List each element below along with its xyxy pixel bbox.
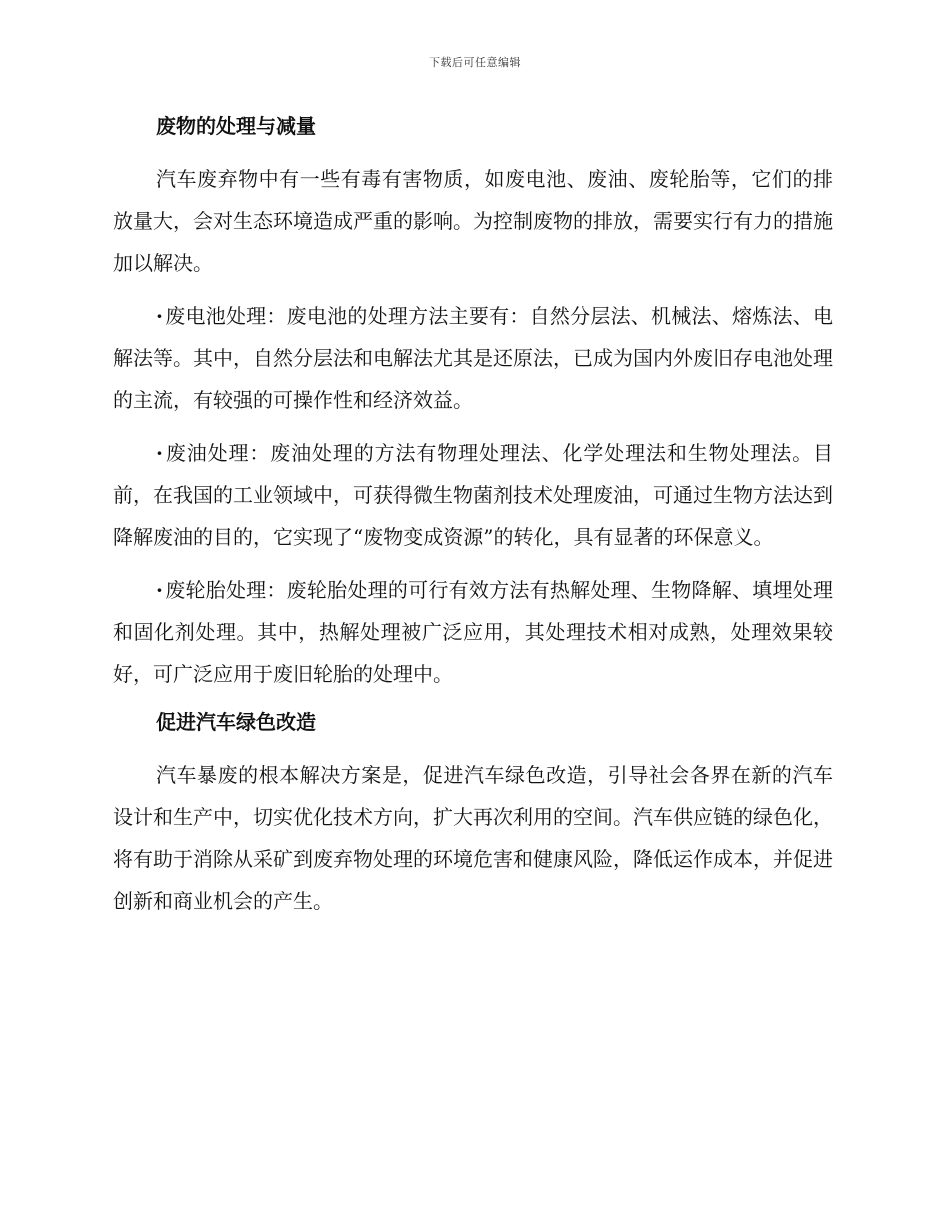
bullet-text-oil: 废油处理：废油处理的方法有物理处理法、化学处理法和生物处理法。目前，在我国的工业领域中，可获得微生物菌剂技术处理废油，可通过生物方法达到降解废油的目的，它实现了“废物变成资源”的转化，具有显著的环保意义。 xyxy=(113,441,833,549)
section-heading-waste-treatment: 废物的处理与减量 xyxy=(156,114,316,138)
paragraph-green-transformation: 汽车暴废的根本解决方案是，促进汽车绿色改造，引导社会各界在新的汽车设计和生产中，切实优化技术方向，扩大再次利用的空间。汽车供应链的绿色化，将有助于消除从采矿到废弃物处理的环境危害和健康风险，降低运作成本，并促进创新和商业机会的产生。 xyxy=(113,763,833,913)
page-header-note: 下载后可任意编辑 xyxy=(429,56,521,69)
bullet-item-tire xyxy=(113,569,833,695)
bullet-item-battery xyxy=(113,295,833,421)
bullet-text-tire: 废轮胎处理：废轮胎处理的可行有效方法有热解处理、生物降解、填埋处理和固化剂处理。其中，热解处理被广泛应用，其处理技术相对成熟，处理效果较好，可广泛应用于废旧轮胎的处理中。 xyxy=(113,578,833,686)
paragraph-waste-intro: 汽车废弃物中有一些有毒有害物质，如废电池、废油、废轮胎等，它们的排放量大，会对生态环境造成严重的影响。为控制废物的排放，需要实行有力的措施加以解决。 xyxy=(113,167,833,275)
bullet-marker: · xyxy=(156,578,163,602)
bullet-marker: · xyxy=(156,441,163,465)
document-body xyxy=(113,110,833,933)
bullet-item-oil xyxy=(113,432,833,558)
bullet-text-battery: 废电池处理：废电池的处理方法主要有：自然分层法、机械法、熔炼法、电解法等。其中，自然分层法和电解法尤其是还原法，已成为国内外废旧存电池处理的主流，有较强的可操作性和经济效益。 xyxy=(113,304,833,412)
section-heading-green-transformation: 促进汽车绿色改造 xyxy=(156,710,316,734)
bullet-marker: · xyxy=(156,304,163,328)
